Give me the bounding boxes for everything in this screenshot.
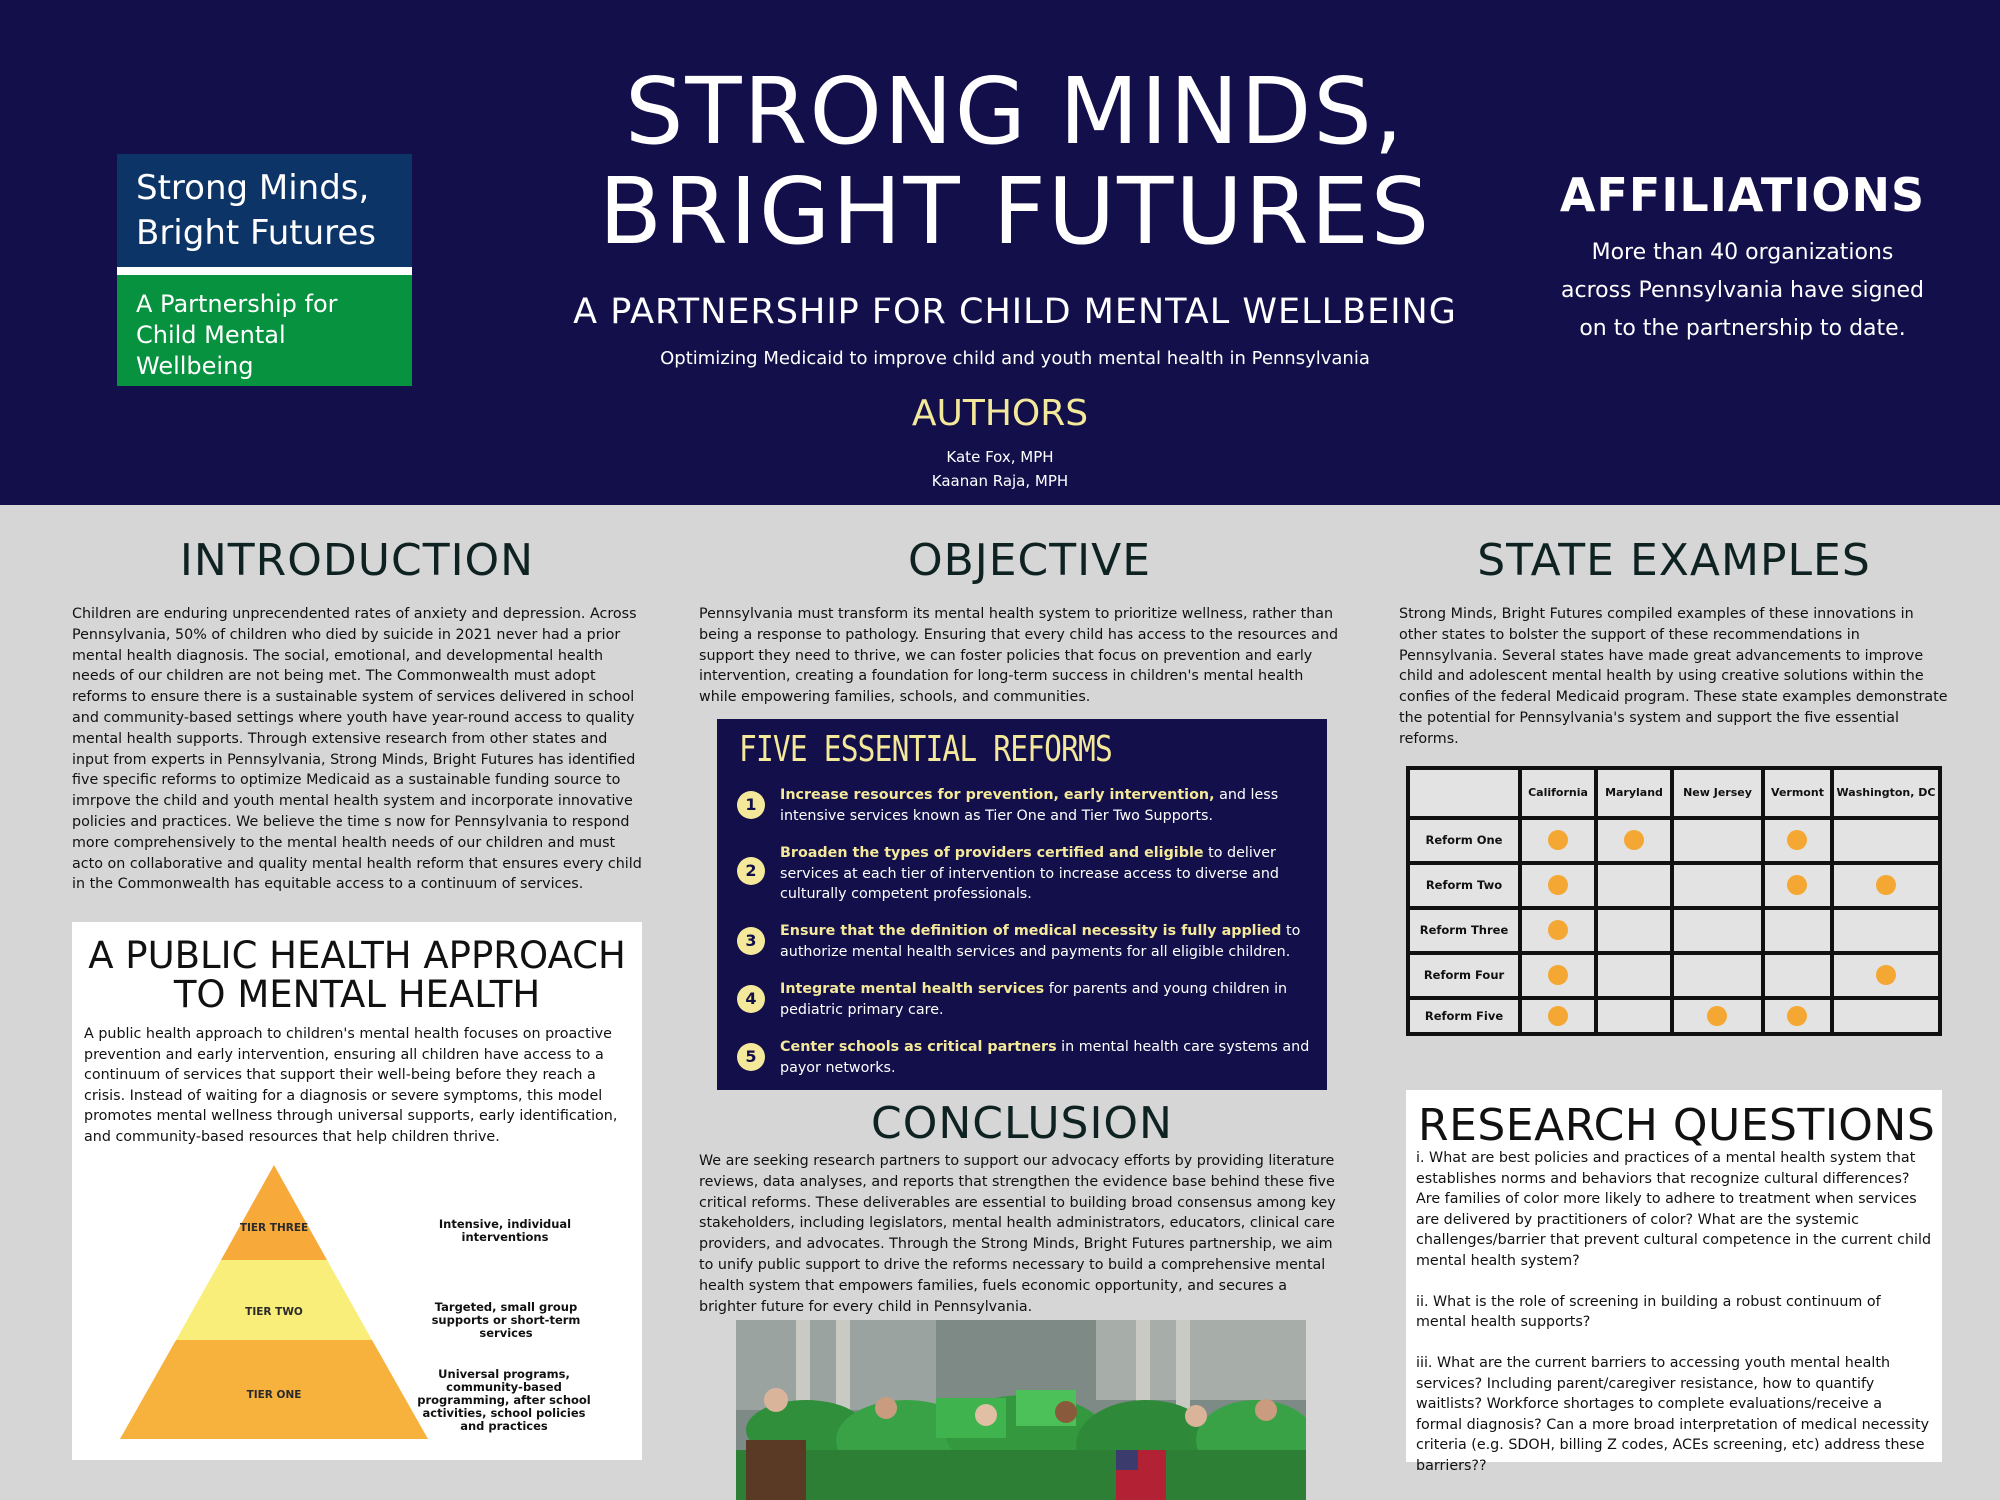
title-line-1: STRONG MINDS,	[624, 58, 1406, 165]
state-examples-text: Strong Minds, Bright Futures compiled examples of these innovations in other states to bolster the support of these recommendations in Pennsylvania. Several states have made great advancements to improve child and adolescent mental health by using creative solutions within the confies of the federal Medicaid program. These state examples demonstrate the potential for Pennsylvania's system and support the five essential reforms.	[1399, 606, 1948, 747]
reform-text-rest: in mental health care systems and payor networks.	[780, 1039, 1310, 1076]
research-questions-list	[1416, 1148, 1932, 1497]
reform-item	[737, 979, 1312, 1027]
tier-three-shape	[221, 1165, 327, 1260]
reform-marker	[1787, 1006, 1807, 1026]
reform-text	[780, 785, 1312, 826]
table-cell	[1598, 820, 1670, 861]
table-cell	[1674, 910, 1761, 951]
reform-text	[780, 921, 1312, 962]
author-name: Kaanan Raja, MPH	[931, 472, 1069, 490]
table-row-header: Reform Two	[1410, 865, 1518, 906]
reform-item	[737, 843, 1312, 909]
reform-text-bold: Ensure that the definition of medical necessity is fully applied	[780, 923, 1282, 939]
table-corner-cell	[1410, 770, 1518, 816]
table-cell	[1765, 910, 1830, 951]
logo-subtitle: A Partnership for Child Mental Wellbeing	[117, 275, 412, 386]
affiliations-text: More than 40 organizations across Pennsylvania have signed on to the partnership to date.	[1561, 240, 1924, 341]
reform-text-bold: Increase resources for prevention, early intervention,	[780, 787, 1215, 803]
table-cell	[1522, 955, 1594, 996]
reform-text	[780, 843, 1312, 905]
reforms-title: FIVE ESSENTIAL REFORMS	[739, 729, 1112, 770]
poster-tagline: Optimizing Medicaid to improve child and youth mental health in Pennsylvania	[660, 348, 1370, 369]
logo-divider	[117, 267, 412, 275]
header-banner	[0, 0, 2000, 505]
logo-title: Strong Minds, Bright Futures	[117, 154, 412, 267]
tier-three-description: Intensive, individual interventions	[438, 1217, 572, 1244]
reform-number: 4	[737, 985, 765, 1013]
tier-one-description: Universal programs, community-based programming, after school activities, school policies and practices	[417, 1367, 591, 1433]
conclusion-text: We are seeking research partners to support our advocacy efforts by providing literature reviews, data analyses, and reports that strengthen the evidence base behind these five critical reforms. These deliverables are essential to building broad consensus among key stakeholders, including legislators, mental health administrators, educators, clinical care providers, and advocates. Through the Strong Minds, Bright Futures partnership, we aim to unify public support to drive the reforms necessary to build a comprehensive mental health system that empowers families, fuels economic opportunity, and secures a brighter future for every child in Pennsylvania.	[699, 1153, 1336, 1315]
tier-two-label: TIER TWO	[245, 1306, 303, 1318]
table-row-header: Reform Five	[1410, 1000, 1518, 1032]
reform-marker	[1548, 875, 1568, 895]
research-questions-panel	[1406, 1090, 1942, 1474]
reform-number: 1	[737, 791, 765, 819]
tier-two-description: Targeted, small group supports or short-term services	[431, 1300, 581, 1340]
reform-marker	[1787, 830, 1807, 850]
conclusion-heading: CONCLUSION	[871, 1098, 1173, 1149]
public-health-text: A public health approach to children's mental health focuses on proactive prevention and early intervention, ensuring all children have access to a continuum of services that support their well-being before they reach a crisis. Instead of waiting for a diagnosis or severe symptoms, this model promotes mental wellness through universal supports, early identification, and community-based resources that help children thrive.	[84, 1026, 618, 1145]
reform-marker	[1548, 830, 1568, 850]
reform-text-rest: to authorize mental health services and payments for all eligible children.	[780, 923, 1301, 960]
table-cell	[1834, 955, 1938, 996]
tier-two-shape	[176, 1260, 372, 1340]
state-examples-heading: STATE EXAMPLES	[1477, 535, 1871, 586]
title-line-2: BRIGHT FUTURES	[598, 158, 1432, 265]
public-health-title-line-2: TO MENTAL HEALTH	[173, 973, 541, 1016]
reform-text-bold: Integrate mental health services	[780, 981, 1045, 997]
reform-number: 5	[737, 1043, 765, 1071]
reform-marker	[1876, 875, 1896, 895]
research-questions-heading: RESEARCH QUESTIONS	[1418, 1100, 1936, 1151]
research-question: i. What are best policies and practices of a mental health system that establishes norms and behaviors that recognize cultural differences? Are families of color more likely to adhere to treatment when services are delivered by practitioners of color? What are the systemic challenges/barrier that prevent cultural competence in the current child mental health system?	[1416, 1150, 1932, 1269]
introduction-heading: INTRODUCTION	[179, 535, 535, 586]
reform-text-bold: Center schools as critical partners	[780, 1039, 1057, 1055]
tier-three-label: TIER THREE	[239, 1222, 309, 1234]
tier-one-label: TIER ONE	[246, 1389, 302, 1401]
table-cell	[1765, 1000, 1830, 1032]
table-row-header: Reform Four	[1410, 955, 1518, 996]
objective-text: Pennsylvania must transform its mental health system to prioritize wellness, rather than being a response to pathology. Ensuring that every child has access to the resources and support they need to thrive, we can foster policies that focus on prevention and early intervention, creating a foundation for long-term success in children's mental health while empowering families, schools, and communities.	[699, 606, 1339, 706]
table-cell	[1674, 1000, 1761, 1032]
reform-marker	[1548, 1006, 1568, 1026]
table-cell	[1834, 1000, 1938, 1032]
table-cell	[1834, 910, 1938, 951]
reform-marker	[1787, 875, 1807, 895]
research-question: ii. What is the role of screening in building a robust continuum of mental health supports?	[1416, 1293, 1881, 1330]
table-cell	[1674, 820, 1761, 861]
reform-marker	[1707, 1006, 1727, 1026]
reform-item	[737, 921, 1312, 969]
authors-heading: AUTHORS	[911, 393, 1089, 434]
table-column-header: Washington, DC	[1834, 770, 1938, 816]
rally-photo-illustration	[736, 1320, 1306, 1500]
table-column-header: Vermont	[1765, 770, 1830, 816]
table-cell	[1522, 865, 1594, 906]
poster-subtitle: A PARTNERSHIP FOR CHILD MENTAL WELLBEING	[573, 292, 1457, 332]
reform-text-rest: for parents and young children in pediatric primary care.	[780, 981, 1288, 1018]
table-cell	[1765, 820, 1830, 861]
table-cell	[1598, 1000, 1670, 1032]
table-cell	[1834, 820, 1938, 861]
reforms-panel	[717, 719, 1327, 1090]
table-column-header: New Jersey	[1674, 770, 1761, 816]
table-row-header: Reform Three	[1410, 910, 1518, 951]
public-health-panel	[72, 922, 642, 1460]
table-cell	[1674, 955, 1761, 996]
author-name: Kate Fox, MPH	[946, 448, 1054, 466]
reform-text-bold: Broaden the types of providers certified and eligible	[780, 845, 1204, 861]
table-cell	[1598, 865, 1670, 906]
table-column-header: Maryland	[1598, 770, 1670, 816]
table-cell	[1522, 1000, 1594, 1032]
reform-marker	[1548, 965, 1568, 985]
table-row-header: Reform One	[1410, 820, 1518, 861]
reform-text-rest: and less intensive services known as Tier One and Tier Two Supports.	[780, 787, 1279, 824]
reform-text	[780, 979, 1312, 1020]
table-cell	[1674, 865, 1761, 906]
reform-marker	[1548, 920, 1568, 940]
table-cell	[1598, 910, 1670, 951]
logo	[117, 154, 412, 386]
reform-item	[737, 785, 1312, 833]
reform-text-rest: to deliver services at each tier of intervention to increase access to diverse and culturally competent professionals.	[780, 845, 1280, 902]
poster-title	[540, 58, 1490, 265]
table-cell	[1522, 820, 1594, 861]
state-examples-table	[1406, 766, 1942, 1036]
research-question: iii. What are the current barriers to accessing youth mental health services? Including parent/caregiver resistance, how to quantify waitlists? Workforce shortages to complete evaluations/receive a formal diagnosis? Can a more broad interpretation of medical necessity criteria (e.g. SDOH, billing Z codes, ACEs screening, etc) address these barriers??	[1416, 1355, 1930, 1474]
table-cell	[1834, 865, 1938, 906]
reform-marker	[1876, 965, 1896, 985]
objective-heading: OBJECTIVE	[907, 535, 1152, 586]
introduction-text: Children are enduring unprecendented rates of anxiety and depression. Across Pennsylvania, 50% of children who died by suicide in 2021 never had a prior mental health diagnosis. The social, emotional, and developmental health needs of our children are not being met. The Commonwealth must adopt reforms to ensure there is a sustainable system of services delivered in school and community-based settings where youth have year-round access to quality mental health supports. Through extensive research from other states and input from experts in Pennsylvania, Strong Minds, Bright Futures has identified five specific reforms to optimize Medicaid as a sustainable funding source to imrpove the child and youth mental health system and incorporate innovative policies and practices. We believe the time s now for Pennsylvania to respond more comprehensively to the mental health needs of our children and must acto on collaborative and quality mental health reform that ensures every child in the Commonwealth has equitable access to a continuum of services.	[72, 606, 642, 893]
table-cell	[1598, 955, 1670, 996]
table-cell	[1522, 910, 1594, 951]
reform-number: 2	[737, 857, 765, 885]
affiliations-heading: AFFILIATIONS	[1559, 168, 1926, 222]
reform-number: 3	[737, 927, 765, 955]
reform-item	[737, 1037, 1312, 1085]
rally-photo	[736, 1320, 1306, 1500]
reform-text	[780, 1037, 1312, 1078]
table-column-header: California	[1522, 770, 1594, 816]
table-cell	[1765, 955, 1830, 996]
table-cell	[1765, 865, 1830, 906]
public-health-title-line-1: A PUBLIC HEALTH APPROACH	[88, 934, 626, 977]
reform-marker	[1624, 830, 1644, 850]
